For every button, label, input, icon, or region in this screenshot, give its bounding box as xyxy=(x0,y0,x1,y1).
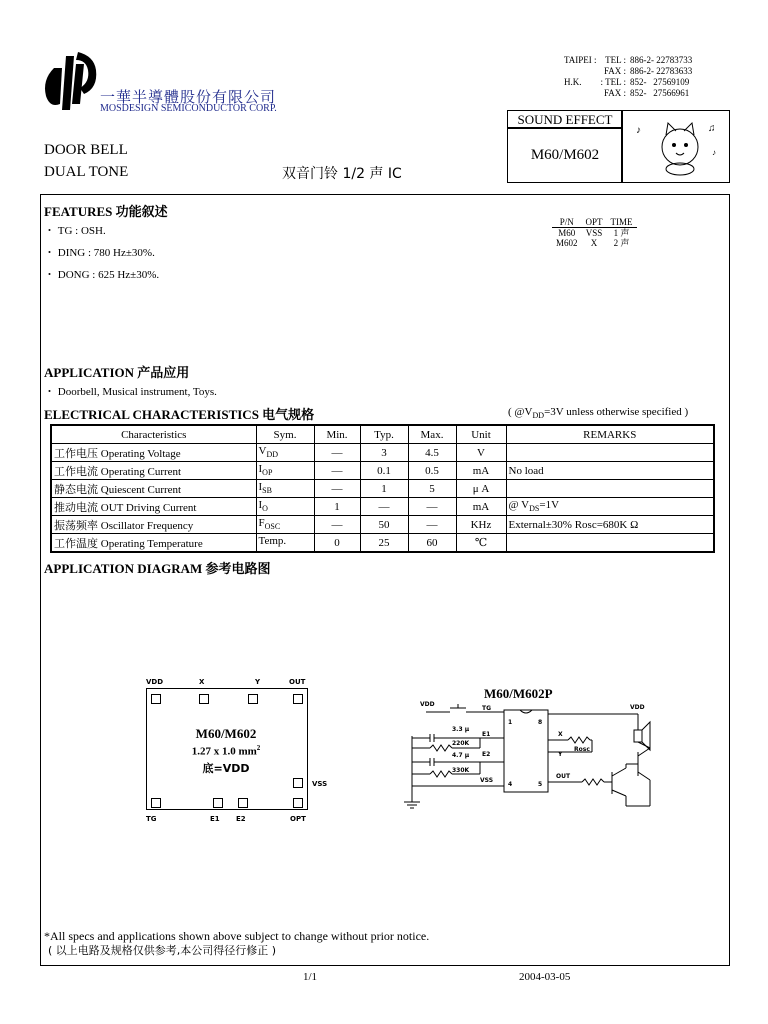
max-cell: 5 xyxy=(408,480,456,498)
chip-pad xyxy=(151,694,161,704)
symbol: I xyxy=(258,499,263,512)
application-text: ・ Doorbell, Musical instrument, Toys. xyxy=(44,386,217,398)
chip-pad xyxy=(199,694,209,704)
max-cell: — xyxy=(408,498,456,516)
doc-date: 2004-03-05 xyxy=(519,971,571,983)
chip-pad xyxy=(293,694,303,704)
circuit-label: VDD xyxy=(420,701,435,708)
pn-cell: 2 声 xyxy=(613,238,630,248)
part-number-box xyxy=(507,127,623,183)
application-heading: APPLICATION 产品应用 xyxy=(44,365,190,380)
circuit-schematic xyxy=(400,696,670,816)
symbol-sub: O xyxy=(262,504,268,514)
contact-city: TAIPEI : xyxy=(564,55,597,65)
cat-mascot-icon xyxy=(622,111,729,182)
contact-value: 886-2- 22783733 xyxy=(630,55,693,65)
max-cell: — xyxy=(408,516,456,534)
max-cell: 0.5 xyxy=(408,462,456,480)
column-header: Sym. xyxy=(256,425,314,444)
pn-cell: VSS xyxy=(585,228,603,238)
note-prefix: ( @V xyxy=(508,406,533,418)
page-number: 1/1 xyxy=(303,971,318,983)
contact-row xyxy=(562,66,694,77)
symbol: Temp. xyxy=(258,535,287,548)
change-notice: *All specs and applications shown above subject to change without prior notice. xyxy=(44,929,430,943)
contact-value: 886-2- 22783633 xyxy=(630,66,693,76)
chip-name: M60/M602 xyxy=(195,726,257,741)
pn-header: OPT xyxy=(582,217,607,228)
remark-cell xyxy=(506,480,714,498)
svg-text:♫: ♫ xyxy=(708,123,716,134)
pin-label: X xyxy=(558,731,563,738)
characteristic-cn: 振荡频率 xyxy=(54,518,98,532)
mascot-box xyxy=(621,110,730,183)
column-header: Characteristics xyxy=(51,425,256,444)
contact-city: H.K. xyxy=(564,77,582,87)
features-heading: FEATURES 功能叙述 xyxy=(44,204,168,219)
svg-text:♪: ♪ xyxy=(636,125,641,136)
pin-label: TG xyxy=(482,705,492,712)
symbol-cell xyxy=(256,444,314,462)
pn-cell: M60 xyxy=(558,228,576,238)
column-header: Max. xyxy=(408,425,456,444)
circuit-title: M60/M602P xyxy=(484,686,553,701)
characteristic-en: OUT Driving Current xyxy=(100,501,197,514)
component-label: 4.7 μ xyxy=(452,752,470,759)
symbol-cell xyxy=(256,480,314,498)
svg-text:♪: ♪ xyxy=(712,148,716,157)
typ-cell: 25 xyxy=(360,534,408,553)
pad-label-out: OUT xyxy=(289,678,306,686)
characteristic-en: Operating Current xyxy=(100,465,182,478)
pad-label-e2: E2 xyxy=(236,815,246,823)
note-sub: DD xyxy=(532,411,545,421)
max-cell: 4.5 xyxy=(408,444,456,462)
symbol: I xyxy=(258,481,263,494)
typ-cell: 3 xyxy=(360,444,408,462)
remark-cell: @ $V_{DS}=1V$ xyxy=(506,498,714,516)
feature-item: ・ DONG : 625 Hz±30%. xyxy=(44,269,160,281)
note-suffix: =3V unless otherwise specified ) xyxy=(544,406,689,418)
chip-layout xyxy=(140,678,328,828)
remark-sub: DS xyxy=(529,504,540,514)
pad-label-x: X xyxy=(199,678,205,686)
table-row xyxy=(51,462,714,480)
pin-number: 5 xyxy=(538,781,543,788)
contact-city xyxy=(562,66,599,77)
remark-cell xyxy=(506,444,714,462)
diagram-heading: APPLICATION DIAGRAM 参考电路图 xyxy=(44,561,271,576)
symbol-sub: OSC xyxy=(264,522,281,532)
content-frame xyxy=(40,194,730,966)
pn-cell: 1 声 xyxy=(613,228,630,238)
chip-size-text: 1.27 x 1.0 mm xyxy=(191,745,257,758)
contact-kind: : TEL : xyxy=(600,77,627,87)
characteristic-cell xyxy=(51,516,256,534)
symbol-sub: OP xyxy=(262,468,273,478)
table-row xyxy=(51,498,714,516)
characteristic-cell xyxy=(51,498,256,516)
product-title-cn: 双音门铃 1/2 声 IC xyxy=(282,166,402,182)
pad-label-opt: OPT xyxy=(290,815,306,823)
electrical-heading: ELECTRICAL CHARACTERISTICS 电气规格 xyxy=(44,407,315,422)
typ-cell: 1 xyxy=(360,480,408,498)
contact-row xyxy=(562,77,694,88)
pn-header: P/N xyxy=(552,217,582,228)
table-row xyxy=(51,480,714,498)
circuit-label: VDD xyxy=(630,704,645,711)
component-label: 330K xyxy=(452,767,470,774)
feature-item: ・ DING : 780 Hz±30%. xyxy=(44,247,155,259)
symbol: I xyxy=(258,463,263,476)
pad-label-e1: E1 xyxy=(210,815,220,823)
pn-cell: X xyxy=(590,238,598,248)
max-cell: 60 xyxy=(408,534,456,553)
unit-cell: mA xyxy=(456,462,506,480)
contact-kind: TEL : xyxy=(605,55,627,65)
pin-label: VSS xyxy=(480,777,494,784)
part-number: M60/M602 xyxy=(530,147,600,163)
table-row xyxy=(51,444,714,462)
product-title-1: DOOR BELL xyxy=(44,142,128,158)
contact-value: 852- 27569109 xyxy=(630,77,690,87)
remark-cell: No load xyxy=(506,462,714,480)
characteristic-en: Operating Voltage xyxy=(100,447,181,460)
component-label: 220K xyxy=(452,740,470,747)
min-cell: — xyxy=(314,516,360,534)
symbol-sub: DD xyxy=(266,450,279,460)
pad-label-vdd: VDD xyxy=(146,678,164,686)
pin-label: Y xyxy=(558,751,563,758)
characteristic-cell xyxy=(51,462,256,480)
symbol-cell xyxy=(256,498,314,516)
table-header-row xyxy=(51,425,714,444)
contact-kind: FAX : xyxy=(603,66,627,76)
unit-cell: mA xyxy=(456,498,506,516)
characteristic-en: Operating Temperature xyxy=(100,537,203,550)
chip-pad xyxy=(213,798,223,808)
min-cell: — xyxy=(314,444,360,462)
table-row xyxy=(51,516,714,534)
contact-info xyxy=(562,55,694,99)
table-row xyxy=(51,534,714,553)
contact-row xyxy=(562,88,694,99)
product-title-2: DUAL TONE xyxy=(44,164,129,180)
column-header: Typ. xyxy=(360,425,408,444)
part-option-table xyxy=(552,217,637,248)
typ-cell: 50 xyxy=(360,516,408,534)
unit-cell: V xyxy=(456,444,506,462)
column-header: Unit xyxy=(456,425,506,444)
characteristic-cn: 工作电流 xyxy=(54,464,98,478)
contact-kind: FAX : xyxy=(603,88,627,98)
typ-cell: 0.1 xyxy=(360,462,408,480)
characteristic-cn: 推动电流 xyxy=(54,500,98,514)
column-header: REMARKS xyxy=(506,425,714,444)
company-logo xyxy=(40,48,100,114)
min-cell: — xyxy=(314,462,360,480)
min-cell: — xyxy=(314,480,360,498)
pn-header: TIME xyxy=(607,217,637,228)
category-label: SOUND EFFECT xyxy=(517,112,613,127)
chip-pad xyxy=(293,798,303,808)
remark-cell: External±30% Rosc=680K Ω xyxy=(506,516,714,534)
symbol: V xyxy=(258,445,267,458)
pin-number: 8 xyxy=(538,719,543,726)
characteristic-cell xyxy=(51,444,256,462)
unit-cell: ℃ xyxy=(456,534,506,553)
chip-pad xyxy=(238,798,248,808)
chip-pad xyxy=(293,778,303,788)
feature-item: ・ TG : OSH. xyxy=(44,225,106,237)
characteristic-cn: 工作温度 xyxy=(54,536,98,550)
min-cell: 1 xyxy=(314,498,360,516)
chip-substrate: 底=VDD xyxy=(202,762,250,775)
pad-label-tg: TG xyxy=(146,815,157,823)
pn-cell: M602 xyxy=(556,238,578,248)
typ-cell: — xyxy=(360,498,408,516)
pin-label: E1 xyxy=(482,731,491,738)
change-notice-cn: ( 以上电路及规格仅供参考,本公司得径行修正 ) xyxy=(48,944,277,957)
symbol-sub: SB xyxy=(262,486,272,496)
pad-label-y: Y xyxy=(255,678,261,686)
company-name-cn: 一華半導體股份有限公司 xyxy=(100,88,277,106)
contact-value: 852- 27566961 xyxy=(630,88,690,98)
characteristic-cell xyxy=(51,534,256,553)
component-label: Rosc xyxy=(574,746,590,753)
chip-pad xyxy=(248,694,258,704)
pin-label: E2 xyxy=(482,751,491,758)
characteristic-en: Quiescent Current xyxy=(100,483,182,496)
column-header: Min. xyxy=(314,425,360,444)
electrical-table xyxy=(50,424,715,553)
symbol-cell xyxy=(256,462,314,480)
component-label: 3.3 μ xyxy=(452,726,470,733)
remark-cell xyxy=(506,534,714,553)
min-cell: 0 xyxy=(314,534,360,553)
unit-cell: KHz xyxy=(456,516,506,534)
contact-row xyxy=(562,55,694,66)
characteristic-en: Oscillator Frequency xyxy=(100,519,194,532)
electrical-note xyxy=(508,406,688,420)
characteristic-cn: 工作电压 xyxy=(54,446,98,460)
symbol: F xyxy=(258,517,265,530)
pad-label-vss: VSS xyxy=(312,780,328,788)
pin-label: OUT xyxy=(556,773,571,780)
characteristic-cell xyxy=(51,480,256,498)
contact-city xyxy=(562,88,599,99)
chip-size-sup: 2 xyxy=(256,744,261,752)
symbol-cell xyxy=(256,534,314,553)
pin-number: 4 xyxy=(508,781,513,788)
chip-pad xyxy=(151,798,161,808)
company-name-en: MOSDESIGN SEMICONDUCTOR CORP. xyxy=(100,103,277,114)
pin-number: 1 xyxy=(508,719,513,726)
characteristic-cn: 静态电流 xyxy=(54,482,98,496)
chip-size xyxy=(140,744,312,758)
unit-cell: μ A xyxy=(456,480,506,498)
symbol-cell xyxy=(256,516,314,534)
